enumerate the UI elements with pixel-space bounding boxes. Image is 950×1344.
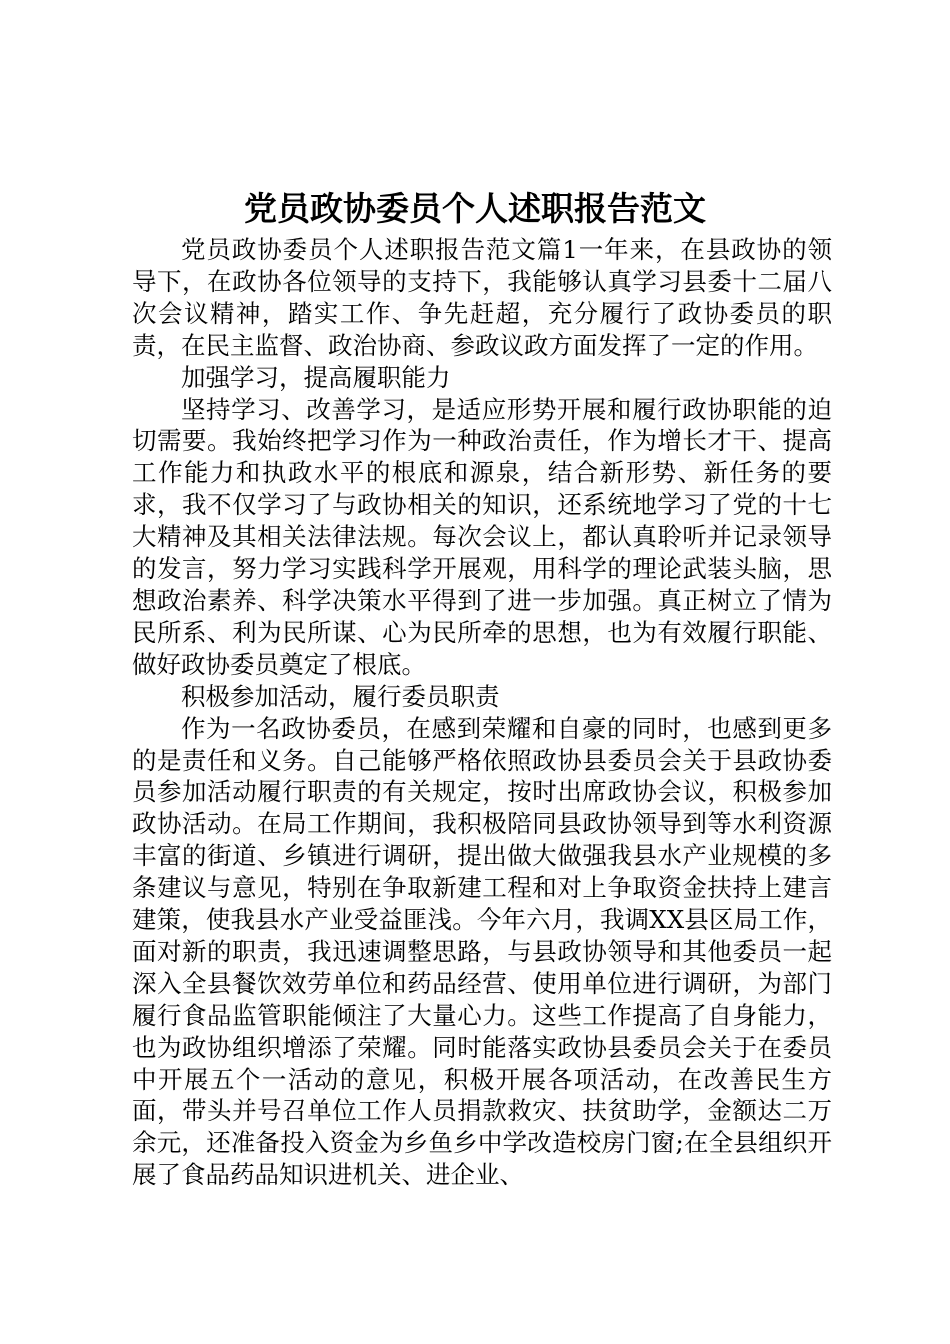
study-paragraph: 坚持学习、改善学习，是适应形势开展和履行政协职能的迫切需要。我始终把学习作为一种政治责任，作为增长才干、提高工作能力和执政水平的根底和源泉，结合新形势、新任务的要求，我不仅学习了与政协相关的知识，还系统地学习了党的十七大精神及其相关法律法规。每次会议上，都认真聆听并记录领导的发言，努力学习实践科学开展观，用科学的理论武装头脑，思想政治素养、科学决策水平得到了进一步加强。真正树立了情为民所系、利为民所谋、心为民所牵的思想，也为有效履行职能、做好政协委员奠定了根底。 — [132, 394, 832, 679]
activities-paragraph: 作为一名政协委员，在感到荣耀和自豪的同时，也感到更多的是责任和义务。自己能够严格依照政协县委员会关于县政协委员参加活动履行职责的有关规定，按时出席政协会议，积极参加政协活动。在局工作期间，我积极陪同县政协领导到等水利资源丰富的街道、乡镇进行调研，提出做大做强我县水产业规模的多条建议与意见，特别在争取新建工程和对上争取资金扶持上建言建策，使我县水产业受益匪浅。今年六月，我调XX县区局工作，面对新的职责，我迅速调整思路，与县政协领导和其他委员一起深入全县餐饮效劳单位和药品经营、使用单位进行调研，为部门履行食品监管职能倾注了大量心力。这些工作提高了自身能力，也为政协组织增添了荣耀。同时能落实政协县委员会关于在委员中开展五个一活动的意见，积极开展各项活动，在改善民生方面，带头并号召单位工作人员捐款救灾、扶贫助学，金额达二万余元，还准备投入资金为乡鱼乡中学改造校房门窗;在全县组织开展了食品药品知识进机关、进企业、 — [132, 713, 832, 1190]
section-heading-activities: 积极参加活动，履行委员职责 — [181, 681, 500, 711]
document-body — [132, 234, 832, 1191]
section-heading-study: 加强学习，提高履职能力 — [181, 362, 451, 392]
document-title: 党员政协委员个人述职报告范文 — [244, 189, 706, 228]
intro-paragraph: 党员政协委员个人述职报告范文篇1一年来，在县政协的领导下，在政协各位领导的支持下，我能够认真学习县委十二届八次会议精神，踏实工作、争先赶超，充分履行了政协委员的职责，在民主监督、政治协商、参政议政方面发挥了一定的作用。 — [132, 235, 832, 360]
